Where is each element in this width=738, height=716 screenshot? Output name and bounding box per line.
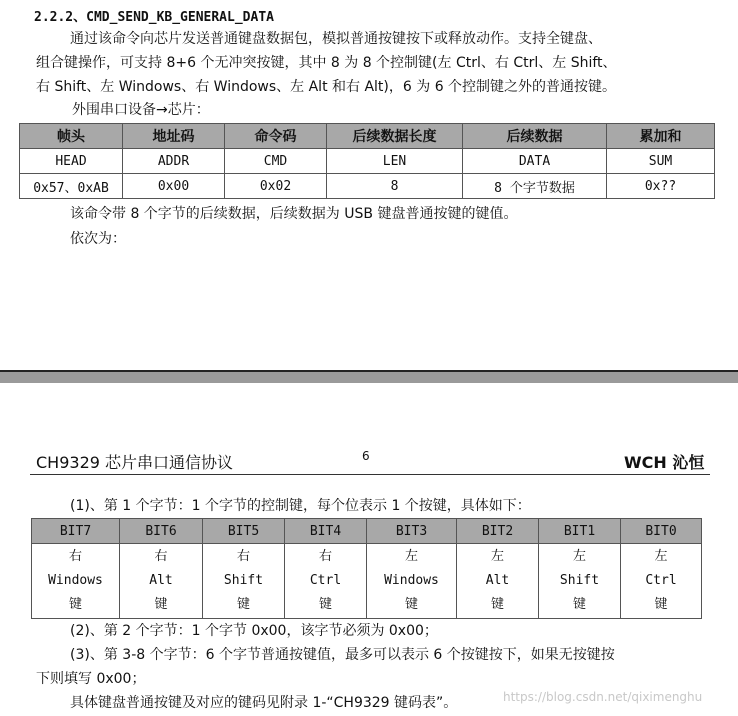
bit-value-row <box>32 544 702 619</box>
cell-len: LEN <box>327 149 463 174</box>
bit1-cell <box>539 544 621 619</box>
cell-head: HEAD <box>20 149 123 174</box>
bit7-suffix: 键 <box>68 597 82 612</box>
watermark: https://blog.csdn.net/qiximenghu <box>503 690 703 704</box>
bit3-suffix: 键 <box>404 597 418 612</box>
header-bit5: BIT5 <box>203 519 285 544</box>
bit7-side: 右 <box>68 549 82 564</box>
bit3-key: Windows <box>384 573 439 588</box>
bit6-suffix: 键 <box>154 597 168 612</box>
byte2-note: (2)、第 2 个字节：1 个字节 0x00，该字节必须为 0x00； <box>70 623 438 639</box>
bit7-cell <box>32 544 120 619</box>
control-bit-table <box>31 518 702 619</box>
cell-sum: SUM <box>607 149 715 174</box>
byte1-description: (1)、第 1 个字节：1 个字节的控制键，每个位表示 1 个按键，具体如下： <box>70 498 531 514</box>
page-number: 6 <box>362 449 370 463</box>
header-bit7: BIT7 <box>32 519 120 544</box>
header-bit3: BIT3 <box>367 519 457 544</box>
cell-cmd: CMD <box>225 149 327 174</box>
cell-addr-value: 0x00 <box>123 174 225 199</box>
bit6-side: 右 <box>154 549 168 564</box>
order-label: 依次为： <box>70 231 126 247</box>
header-checksum: 累加和 <box>607 124 715 149</box>
table-row <box>20 149 715 174</box>
page-header-title: CH9329 芯片串口通信协议 <box>36 453 234 472</box>
packet-header-row <box>20 124 715 149</box>
bit4-side: 右 <box>318 549 332 564</box>
header-bit6: BIT6 <box>120 519 203 544</box>
bit0-cell <box>621 544 702 619</box>
bit3-side: 左 <box>404 549 418 564</box>
bit-header-row <box>32 519 702 544</box>
header-bit0: BIT0 <box>621 519 702 544</box>
after-table-text <box>70 202 517 252</box>
bit6-key: Alt <box>149 573 173 588</box>
bit1-suffix: 键 <box>572 597 586 612</box>
bit2-cell <box>457 544 539 619</box>
cell-data: DATA <box>463 149 607 174</box>
bit5-suffix: 键 <box>236 597 250 612</box>
header-length: 后续数据长度 <box>327 124 463 149</box>
bit6-cell <box>120 544 203 619</box>
page-break-band <box>0 372 738 383</box>
table-row <box>20 174 715 199</box>
bit0-key: Ctrl <box>645 573 677 588</box>
bit7-key: Windows <box>48 573 103 588</box>
cell-addr: ADDR <box>123 149 225 174</box>
cell-len-value: 8 <box>327 174 463 199</box>
bit2-key: Alt <box>485 573 510 588</box>
direction-label: 外围串口设备→芯片： <box>72 102 210 118</box>
page-header-rule <box>30 474 710 475</box>
cell-sum-value: 0x?? <box>607 174 715 199</box>
appendix-note: 具体键盘普通按键及对应的键码见附录 1-“CH9329 键码表”。 <box>70 695 458 711</box>
section-title: 2.2.2、CMD_SEND_KB_GENERAL_DATA <box>34 10 274 25</box>
header-data: 后续数据 <box>463 124 607 149</box>
header-command: 命令码 <box>225 124 327 149</box>
header-bit1: BIT1 <box>539 519 621 544</box>
bit5-key: Shift <box>223 573 264 588</box>
header-bit4: BIT4 <box>285 519 367 544</box>
bit4-cell <box>285 544 367 619</box>
byte3-8-note-cont: 下则填写 0x00； <box>36 671 146 687</box>
page-header-brand: WCH 沁恒 <box>624 453 705 472</box>
byte3-8-note: (3)、第 3-8 个字节：6 个字节普通按键值，最多可以表示 6 个按键按下，如果无按键按 <box>70 647 615 663</box>
cell-data-value: 8 个字节数据 <box>463 174 607 199</box>
bit2-suffix: 键 <box>490 597 504 612</box>
cell-cmd-value: 0x02 <box>225 174 327 199</box>
bit5-side: 右 <box>236 549 250 564</box>
header-frame-head: 帧头 <box>20 124 123 149</box>
section-description <box>36 27 716 99</box>
bit2-side: 左 <box>490 549 504 564</box>
bit4-key: Ctrl <box>309 573 342 588</box>
description-line-3: 右 Shift、左 Windows、右 Windows、左 Alt 和右 Alt)，6 为 6 个控制键之外的普通按键。 <box>36 79 617 95</box>
bit5-cell <box>203 544 285 619</box>
bit1-key: Shift <box>559 573 600 588</box>
cell-head-value: 0x57、0xAB <box>20 174 123 199</box>
bit0-suffix: 键 <box>654 597 668 612</box>
bit1-side: 左 <box>572 549 586 564</box>
bit0-side: 左 <box>654 549 668 564</box>
data-description: 该命令带 8 个字节的后续数据，后续数据为 USB 键盘普通按键的键值。 <box>70 206 518 222</box>
description-line-2: 组合键操作，可支持 8+6 个无冲突按键，其中 8 为 8 个控制键(左 Ctrl、右 Ctrl、左 Shift、 <box>36 55 617 71</box>
packet-format-table <box>19 123 715 199</box>
header-bit2: BIT2 <box>457 519 539 544</box>
bit3-cell <box>367 544 457 619</box>
header-address: 地址码 <box>123 124 225 149</box>
description-line-1: 通过该命令向芯片发送普通键盘数据包，模拟普通按键按下或释放动作。支持全键盘、 <box>70 31 602 47</box>
bit4-suffix: 键 <box>318 597 332 612</box>
